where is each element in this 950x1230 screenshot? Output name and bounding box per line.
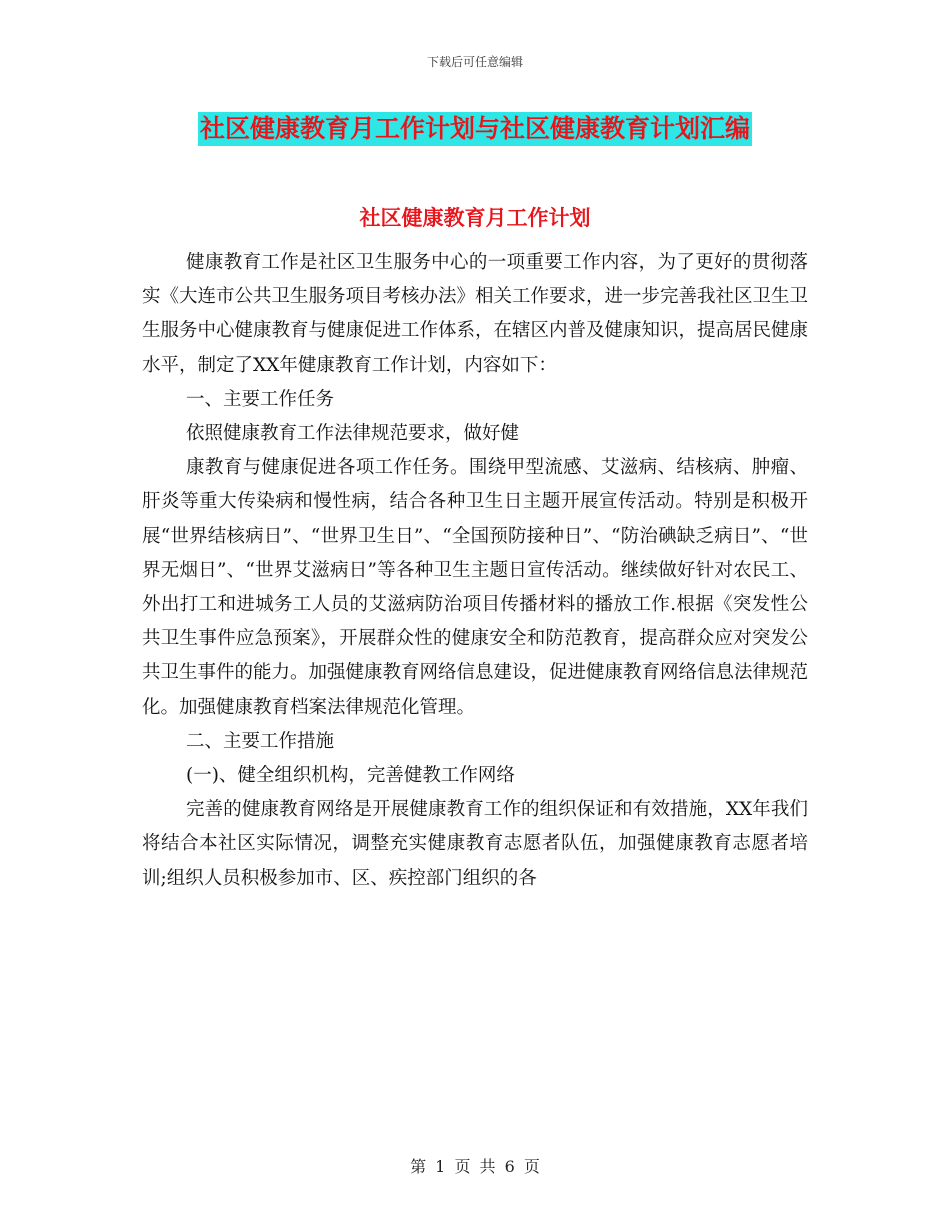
subsection-heading-1: (一)、健全组织机构，完善健教工作网络 (186, 765, 515, 787)
main-title-wrap (0, 112, 950, 146)
paragraph-tasks: 康教育与健康促进各项工作任务。围绕甲型流感、艾滋病、结核病、肿瘤、肝炎等重大传染病和慢性病，结合各种卫生日主题开展宣传活动。特别是积极开展“世界结核病日”、“世界卫生日”、“全国预防接种日”、“防治碘缺乏病日”、“世界无烟日”、“世界艾滋病日”等各种卫生主题日宣传活动。继续做好针对农民工、外出打工和进城务工人员的艾滋病防治项目传播材料的播放工作.根据《突发性公共卫生事件应急预案》，开展群众性的健康安全和防范教育，提高群众应对突发公共卫生事件的能力。加强健康教育网络信息建设，促进健康教育网络信息法律规范化。加强健康教育档案法律规范化管理。 (142, 457, 809, 718)
sub-title: 社区健康教育月工作计划 (359, 206, 591, 230)
paragraph-task-lead: 依照健康教育工作法律规范要求，做好健 (186, 423, 520, 445)
page-footer: 第 1 页 共 6 页 (410, 1157, 540, 1176)
section-heading-1: 一、主要工作任务 (186, 388, 335, 410)
document-body (142, 246, 808, 896)
header-note: 下载后可任意编辑 (426, 55, 523, 69)
section-heading-2: 二、主要工作措施 (186, 730, 335, 752)
paragraph-intro: 健康教育工作是社区卫生服务中心的一项重要工作内容，为了更好的贯彻落实《大连市公共卫生服务项目考核办法》相关工作要求，进一步完善我社区卫生卫生服务中心健康教育与健康促进工作体系，在辖区内普及健康知识，提高居民健康水平，制定了XX年健康教育工作计划，内容如下： (142, 252, 809, 376)
main-title: 社区健康教育月工作计划与社区健康教育计划汇编 (198, 112, 752, 146)
paragraph-network: 完善的健康教育网络是开展健康教育工作的组织保证和有效措施，XX年我们将结合本社区实际情况，调整充实健康教育志愿者队伍，加强健康教育志愿者培训;组织人员积极参加市、区、疾控部门组织的各 (142, 799, 808, 889)
